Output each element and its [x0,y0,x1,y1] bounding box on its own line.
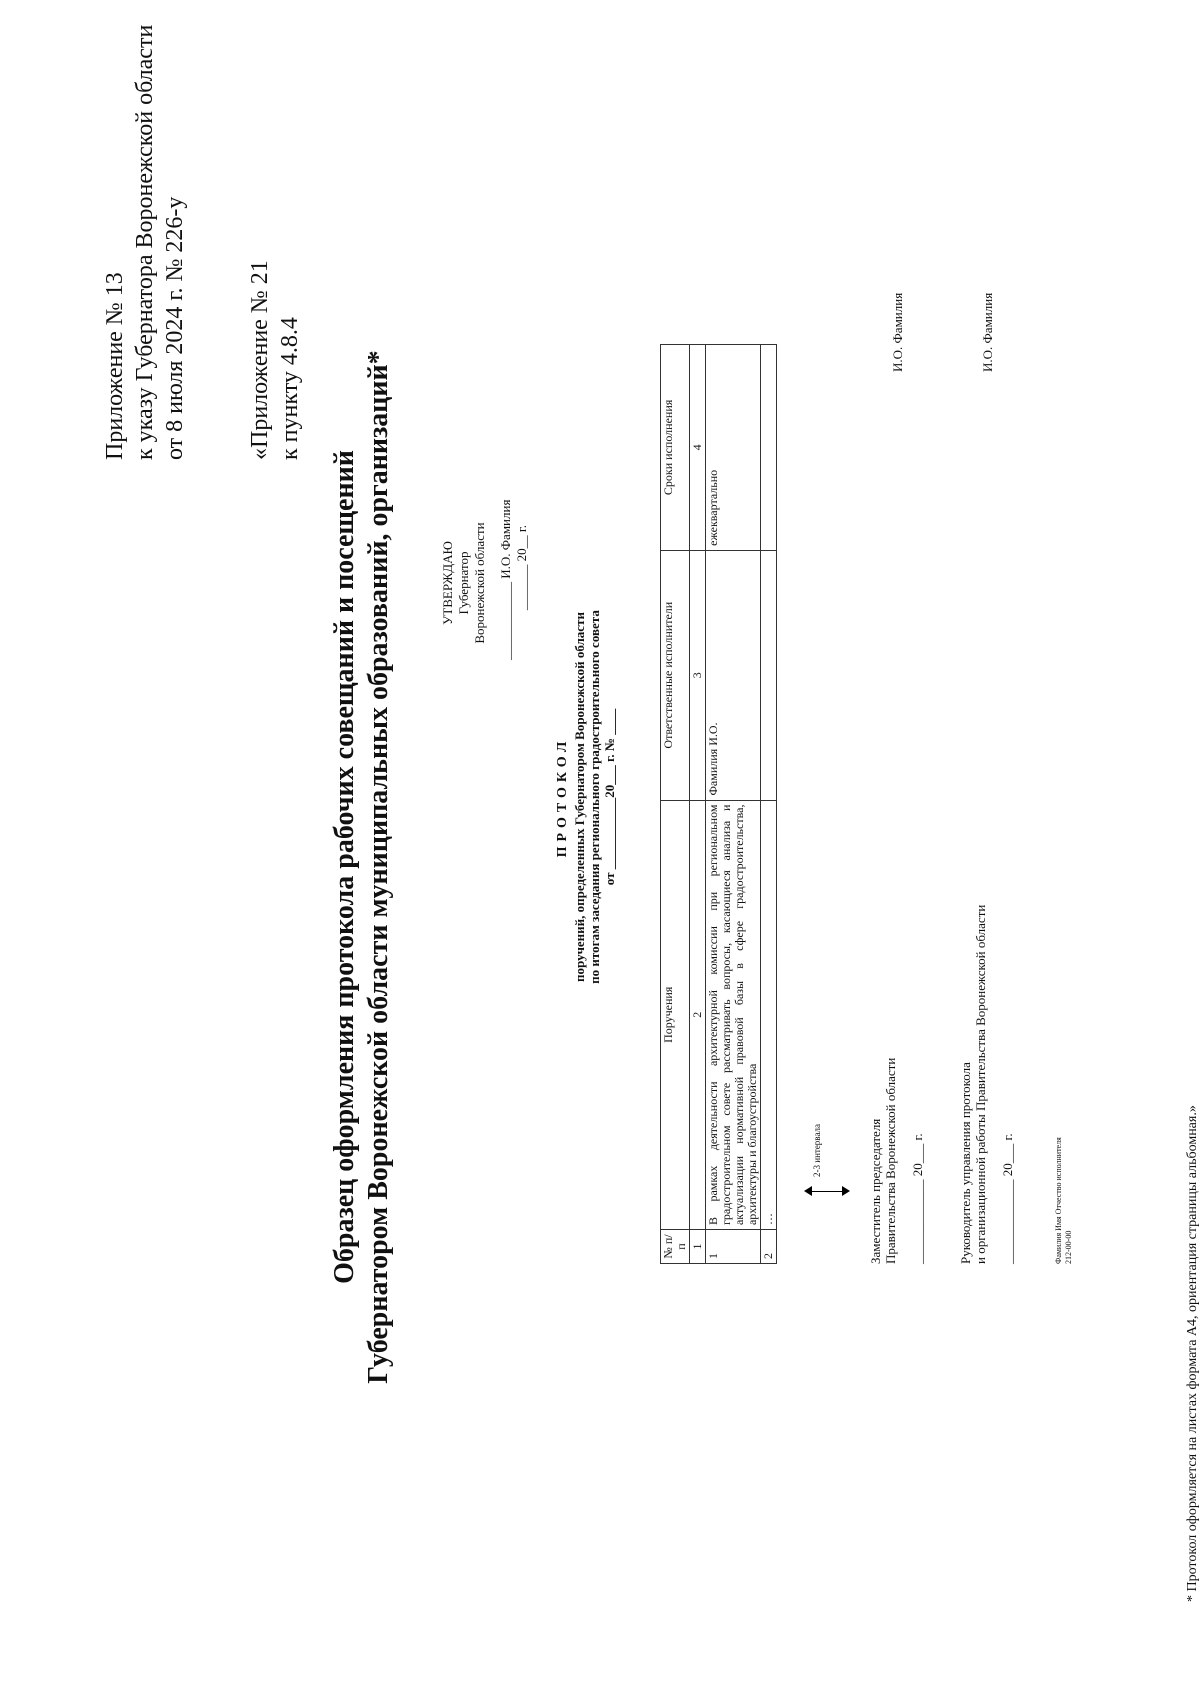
appendix-decree: к указу Губернатора Воронежской области [132,24,158,460]
header-term: Сроки исполнения [661,345,690,551]
executor-name: Фамилия Имя Отчество исполнителя [1054,1137,1063,1264]
interval-note: 2-3 интервала [812,1124,822,1177]
row-term: ежеквартально [706,345,761,551]
col-number-3: 3 [690,550,706,800]
document-title [328,217,396,1517]
appendix-inner-number: «Приложение № 21 [247,260,273,460]
head-position: Руководитель управления протокола [958,1062,973,1264]
approval-region: Воронежской области [472,522,487,644]
footnote: * Протокол оформляется на листах формата А4, ориентация страницы альбомная.» [1185,1105,1200,1602]
appendix-date: от 8 июля 2024 г. № 226-у [162,196,188,460]
row-task: В рамках деятельности архитектурной комиссии при региональном градостроительном совете рассматривать вопросы, касающиеся анализа и актуализации нормативной правовой базы в сфере градостроительства, архитектуры и благоустройства [706,800,761,1229]
head-date: _____________ 20___ г. [1000,1133,1015,1264]
row-responsible: Фамилия И.О. [706,550,761,800]
header-number: № п/п [661,1230,690,1264]
col-number-2: 2 [690,800,706,1229]
protocol-line-2: по итогам заседания регионального градостроительного совета [587,610,602,984]
signature-deputy [868,1058,925,1264]
row-responsible [761,550,777,800]
col-number-4: 4 [690,345,706,551]
head-organisation: и организационной работы Правительства Воронежской области [973,904,988,1264]
header-responsible: Ответственные исполнители [661,550,690,800]
signature-protocol-head [958,905,1015,1264]
approval-approve: УТВЕРЖДАЮ [440,541,455,625]
col-number-1: 1 [690,1230,706,1264]
title-line-2: Губернатором Воронежской области муниципальных образований, организаций* [363,350,394,1384]
interval-arrow-icon [806,1190,848,1192]
deputy-date: _____________ 20___ г. [910,1133,925,1264]
table-numbering-row [690,345,706,1264]
protocol-heading: ПРОТОКОЛ [555,736,570,858]
executor-phone: 212-00-00 [1064,1230,1073,1264]
row-task: … [761,800,777,1229]
approval-date: _______ 20__ г. [514,525,529,611]
row-number: 2 [761,1230,777,1264]
header-task: Поручения [661,800,690,1229]
title-line-1: Образец оформления протокола рабочих совещаний и посещений [329,450,360,1284]
deputy-name: И.О. Фамилия [890,292,905,372]
table-row [761,345,777,1264]
approval-position: Губернатор [456,551,471,615]
head-name: И.О. Фамилия [980,292,995,372]
executor-block [1054,1137,1074,1264]
orders-table [660,344,777,1264]
protocol-line-3: от ___________20___ г. № ____ [602,708,617,886]
approval-block [440,360,530,660]
deputy-position: Заместитель председателя [868,1118,883,1264]
table-header-row [661,345,690,1264]
protocol-heading-block [555,537,617,1057]
appendix-block [100,25,190,460]
row-number: 1 [706,1230,761,1264]
row-term [761,345,777,551]
appendix-inner-clause: к пункту 4.8.4 [277,317,303,460]
deputy-organisation: Правительства Воронежской области [883,1057,898,1264]
approval-signature: ____________ И.О. Фамилия [498,499,513,660]
appendix-number: Приложение № 13 [102,272,128,460]
table-row [706,345,761,1264]
protocol-line-1: поручений, определенных Губернатором Воронежской области [572,612,587,982]
appendix-block-2 [245,260,305,460]
